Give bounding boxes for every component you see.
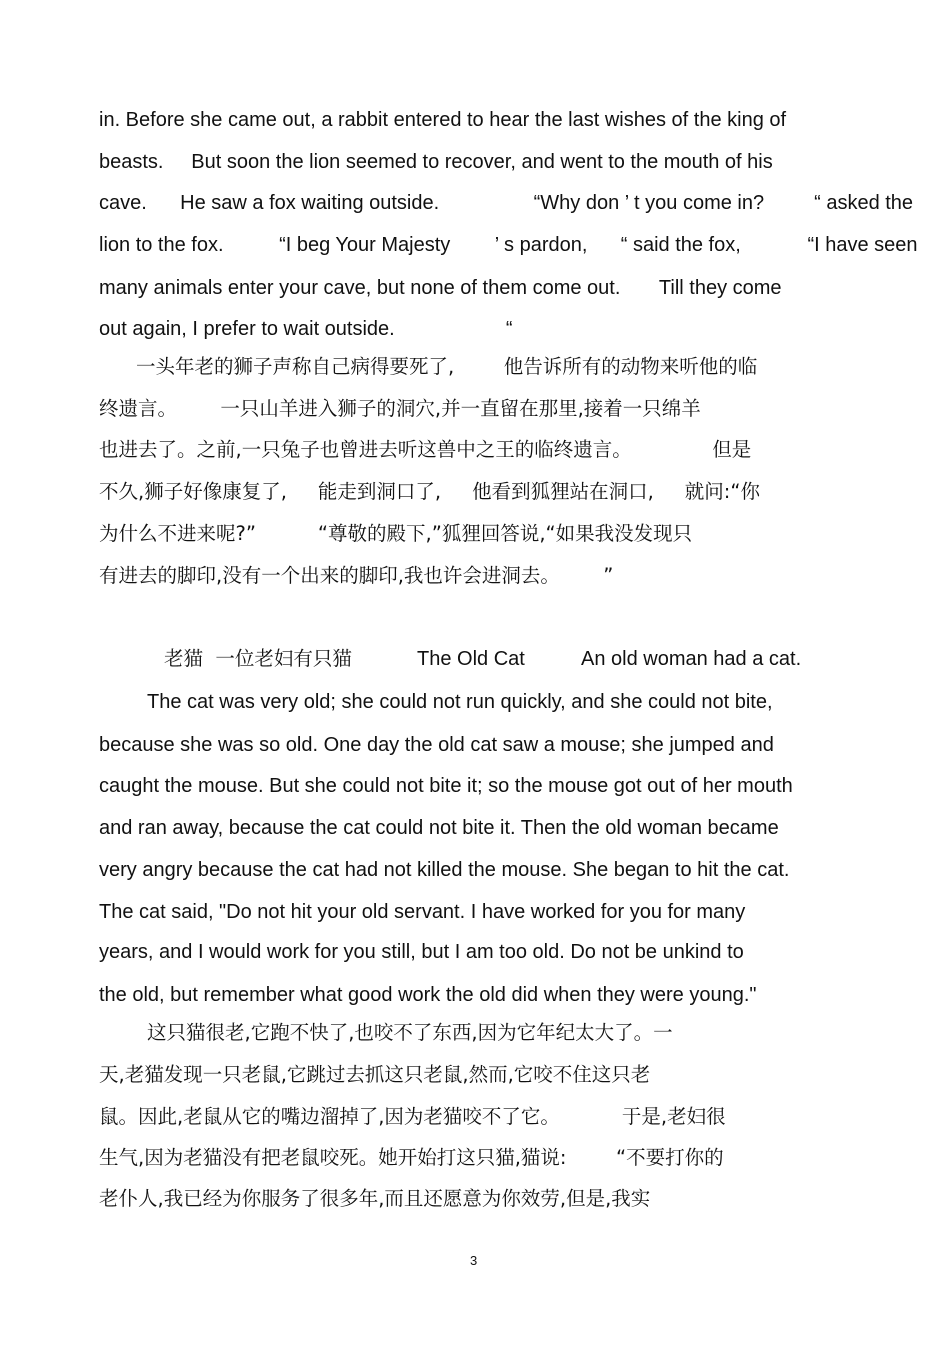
lion-chinese-line: 一头年老的狮子声称自己病得要死了, 他告诉所有的动物来听他的临: [136, 355, 758, 378]
cat-first-sentence: An old woman had a cat.: [581, 648, 802, 670]
cat-english-line: years, and I would work for you still, but I am too old. Do not be unkind to: [99, 941, 744, 963]
lion-chinese-line: 也进去了。之前,一只兔子也曾进去听这兽中之王的临终遗言。 但是: [99, 438, 752, 461]
lion-chinese-line: 有进去的脚印,没有一个出来的脚印,我也许会进洞去。 ”: [99, 564, 614, 587]
cat-chinese-line: 老仆人,我已经为你服务了很多年,而且还愿意为你效劳,但是,我实: [99, 1187, 651, 1210]
cat-chinese-line: 生气,因为老猫没有把老鼠咬死。她开始打这只猫,猫说: “不要打你的: [99, 1146, 724, 1169]
lion-chinese-line: 终遗言。 一只山羊进入狮子的洞穴,并一直留在那里,接着一只绵羊: [99, 397, 701, 420]
lion-english-line: in. Before she came out, a rabbit entered to hear the last wishes of the king of: [99, 109, 787, 131]
page-number: 3: [470, 1253, 478, 1268]
cat-english-line: very angry because the cat had not killed the mouse. She began to hit the cat.: [99, 859, 790, 881]
cat-english-line: because she was so old. One day the old cat saw a mouse; she jumped and: [99, 734, 774, 756]
lion-english-line: beasts. But soon the lion seemed to recover, and went to the mouth of his: [99, 151, 773, 173]
lion-english-line: many animals enter your cave, but none of them come out. Till they come: [99, 277, 782, 299]
lion-chinese-line: 为什么不进来呢?” “尊敬的殿下,”狐狸回答说,“如果我没发现只: [99, 522, 693, 545]
cat-heading-chinese: 老猫 一位老妇有只猫: [164, 647, 352, 670]
cat-english-line: The cat said, "Do not hit your old servant. I have worked for you for many: [99, 901, 746, 923]
cat-english-line: and ran away, because the cat could not bite it. Then the old woman became: [99, 817, 779, 839]
lion-english-line: cave. He saw a fox waiting outside. “Why don ’ t you come in? “ asked the: [99, 192, 914, 214]
cat-english-line: The cat was very old; she could not run quickly, and she could not bite,: [147, 691, 773, 713]
lion-english-line: out again, I prefer to wait outside. “: [99, 318, 513, 340]
cat-heading-english: The Old Cat: [417, 648, 525, 670]
cat-chinese-line: 天,老猫发现一只老鼠,它跳过去抓这只老鼠,然而,它咬不住这只老: [99, 1063, 651, 1086]
cat-chinese-line: 鼠。因此,老鼠从它的嘴边溜掉了,因为老猫咬不了它。 于是,老妇很: [99, 1105, 726, 1128]
cat-english-line: caught the mouse. But she could not bite it; so the mouse got out of her mouth: [99, 775, 793, 797]
cat-chinese-line: 这只猫很老,它跑不快了,也咬不了东西,因为它年纪太大了。一: [147, 1021, 673, 1044]
lion-chinese-line: 不久,狮子好像康复了, 能走到洞口了, 他看到狐狸站在洞口, 就问:“你: [99, 480, 760, 503]
lion-english-line: lion to the fox. “I beg Your Majesty ’ s pardon, “ said the fox, “I have seen: [99, 234, 918, 256]
cat-english-line: the old, but remember what good work the old did when they were young.": [99, 984, 757, 1006]
